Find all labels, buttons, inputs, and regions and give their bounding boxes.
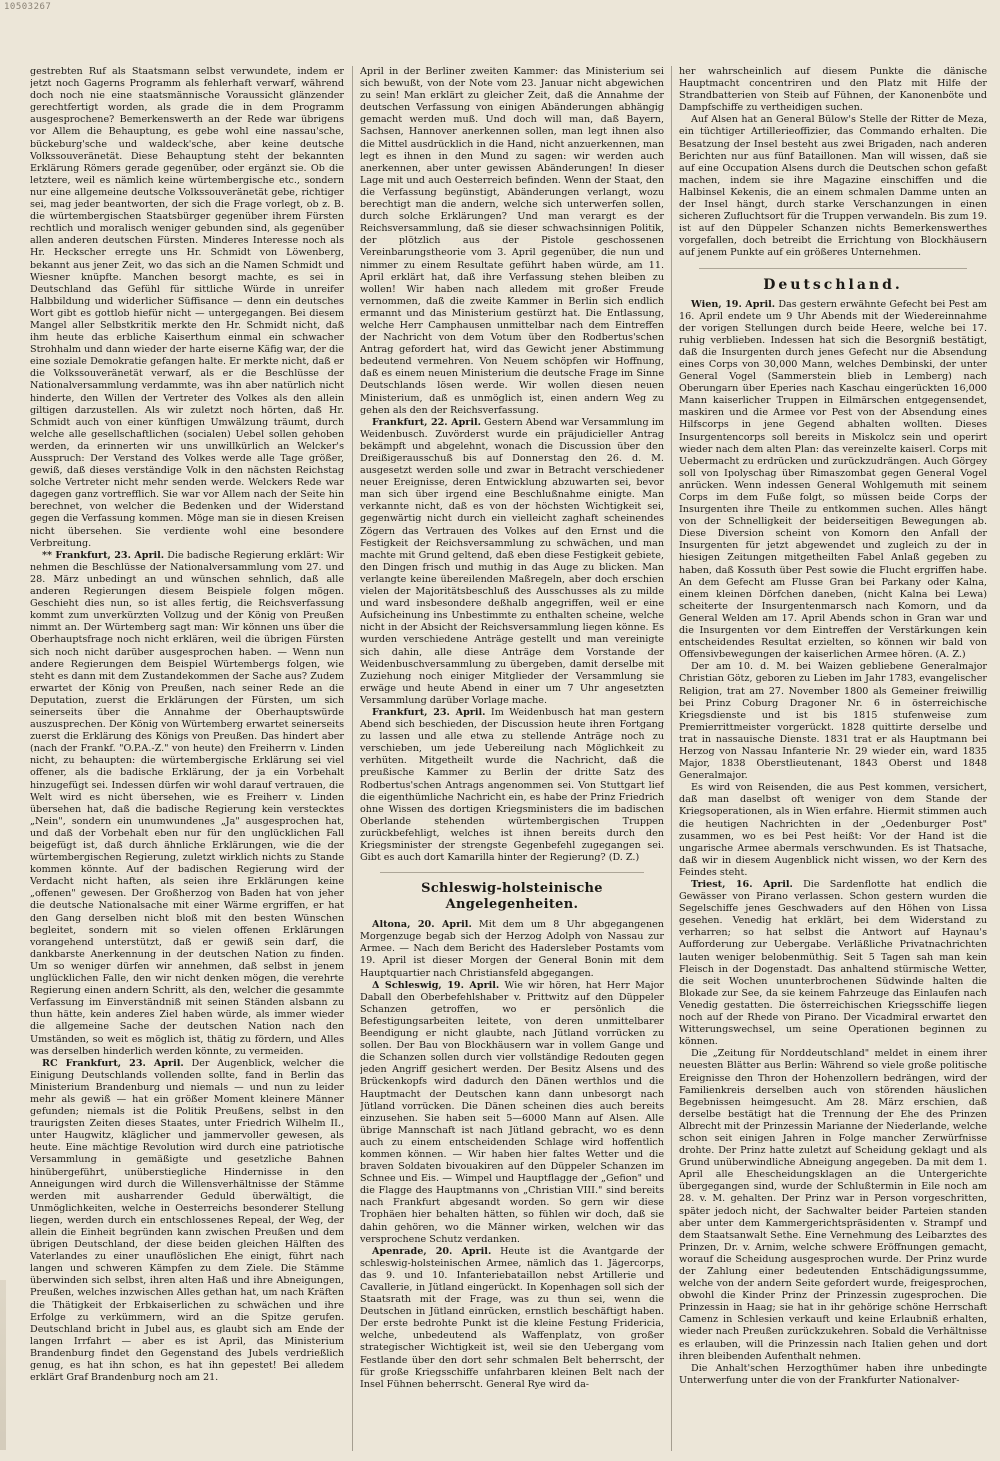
article-text: Die Sardenflotte hat endlich die Gewässer von Pirano verlassen. Schon gestern wurden die Segelschiffe jenes Geschwaders auf den Höhen von Lissa gesehen. Venedig hat erklärt, bei dem Widerstand zu verharren; so hat selbst die Antwort auf Haynau's Aufforderung zur Uebergabe. Verläßliche Privatnachrichten lauten weniger belobenmüthig. Seit 5 Tagen sah man kein Fleisch in der Dogenstadt. Das anhaltend stürmische Wetter, die seit Wochen ununterbrochenen Südwinde halten die Blokade zur See, da sie keinem Fahrzeuge das Einlaufen nach Venedig gestatten. Die österreichischen Kriegsschiffe liegen noch auf der Rhede von Pirano. Der Vicadmiral erwartet den Witterungswechsel, um seine Operationen beginnen zu können.: [679, 879, 987, 1048]
article-paragraph: Es wird von Reisenden, die aus Pest kommen, versichert, daß man daselbst oft weniger von dem Stande der Kriegsoperationen, als in Wien erfahre. Hiermit stimmen auch die heutigen Nachrichten in der „Oedenburger Post" zusammen, wo es bei Pest heißt: Vor der Hand ist die ungarische Armee abermals verschwunden. Es ist Thatsache, daß wir in diesem Augenblick nicht wissen, wo der Kern des Feindes steht.: [679, 782, 987, 878]
article-paragraph: [30, 1058, 344, 1385]
article-paragraph: Der am 10. d. M. bei Waizen gebliebene Generalmajor Christian Götz, geboren zu Lieben im Jahr 1783, evangelischer Religion, trat am 27. November 1800 als Gemeiner freiwillig bei Prinz Coburg Dragoner Nr. 6 in österreichische Kriegsdienste und ist bis 1815 stufenweise zum Premierrittmeister vorgerückt. 1828 quittirte derselbe und trat in nassauische Dienste. 1831 trat er als Hauptmann bei Herzog von Nassau Infanterie Nr. 29 wieder ein, ward 1835 Major, 1838 Oberstlieutenant, 1843 Oberst und 1848 Generalmajor.: [679, 661, 987, 782]
article-paragraph: April in der Berliner zweiten Kammer: das Ministerium sei sich bewußt, von der Note vom 23. Januar nicht abgewichen zu sein! Man erklärt zu gleicher Zeit, daß die Annahme der deutschen Verfassung von einigen Abänderungen abhängig gemacht werden muß. Und doch will man, daß Bayern, Sachsen, Hannover anerkennen sollen, man legt ihnen also die Mittel ausdrücklich in die Hand, nicht anzuerkennen, man legt es ihnen in den Mund zu sagen: wir werden auch anerkennen, aber unter gewissen Abänderungen! In dieser Lage mit und auch Oesterreich befinden. Wenn der Staat, den die Verfassung begünstigt, Abänderungen verlangt, wozu berechtigt man die andern, welche sich unterwerfen sollen, durch solche Erklärungen? Und man verargt es der Reichsversammlung, daß sie dieser schwachsinnigen Politik, der plötzlich aus der Pistole geschossenen Vereinbarungstheorie vom 3. April gegenüber, die nun und nimmer zu einem Resultate geführt haben würde, am 11. April erklärt hat, daß ihre Verfassung stehen bleiben zu wollen! Wir haben nach alledem mit großer Freude vernommen, daß die zweite Kammer in Berlin sich endlich ermannt und das Ministerium gestürzt hat. Die Entlassung, welche Herr Camphausen unmittelbar nach dem Eintreffen der Nachricht von dem Votum über den Rodbertus'schen Antrag gefordert hat, wird das Gewicht jener Abstimmung bedeutend vermehren. Von Neuem schöpfen wir Hoffnung, daß es einem neuen Ministerium die deutsche Frage im Sinne Deutschlands lösen werde. Wir wollen diesen neuen Ministerium, daß es unmöglich ist, einen andern Weg zu gehen als den der Reichsverfassung.: [360, 66, 664, 416]
section-heading: Deutschland.: [763, 276, 903, 293]
section-heading: Schleswig-holsteinische Angelegenheiten.: [421, 881, 603, 913]
dateline: ** Frankfurt, 23. April.: [42, 549, 165, 561]
shelfmark: 10503267: [4, 2, 52, 12]
section-separator: [380, 872, 644, 873]
article-text: Gestern Abend war Versammlung im Weidenbusch. Zuvörderst wurde ein präjudicieller Antrag bekämpft und abgelehnt, wonach die Discussion über den Dreißigerausschuß bis auf Donnerstag den 26. d. M. ausgesetzt werden solle und zwar in Betracht verschiedener neuer Ereignisse, deren Entwicklung abzuwarten sei, bevor man sich über irgend eine Beschlußnahme einigte. Man verkannte nicht, daß es von der höchsten Wichtigkeit sei, gegenwärtig nicht durch ein vielleicht zaghaft scheinendes Zögern das Vertrauen des Volkes auf den Ernst und die Festigkeit der Reichsversammlung zu schwächen, und man machte mit Grund geltend, daß eben diese Festigkeit gebiete, den Dingen frisch und muthig in das Auge zu blicken. Man verlangte keine übereilenden Maßregeln, aber doch erschien vielen der Majoritätsbeschluß des Ausschusses als zu milde und ward insbesondere deßhalb angegriffen, weil er eine Aufsicheinung ins Unbestimmte zu enthalten scheine, welche nicht in der Absicht der Reichsversammlung liegen könne. Es wurden verschiedene Anträge gestellt und man vereinigte sich dahin, alle diese Anträge dem Vorstande der Weidenbuschversammlung zu übergeben, damit derselbe mit Zuziehung noch einiger Mitglieder der Versammlung sie erwäge und heute Abend in einer um 7 Uhr angesetzten Versammlung darüber Vorlage mache.: [360, 416, 664, 706]
dateline: Frankfurt, 22. April.: [372, 416, 481, 428]
column-3: [679, 66, 987, 1451]
article-text: Das gestern erwähnte Gefecht bei Pest am 16. April endete um 9 Uhr Abends mit der Wiedereinnahme der vorigen Stellungen durch beide Heere, welche bei 17. ruhig verblieben. Indessen hat sich die Besorgniß bestätigt, daß die Insurgenten durch jenes Gefecht nur die Absendung eines Corps von 30,000 Mann, welches Dembinski, der unter General Vogel (Sammerstein blieb in Lemberg) nach Oberungarn über Eperies nach Kaschau eingerückten 16,000 Mann kaiserlicher Truppen in Eilmärschen entgegensendet, maskiren und die Armee vor Pest von der Absendung eines Hilfscorps in jene Gegend abhalten wollten. Dieses Insurgentencorps soll bereits in Miskolcz sein und operirt wieder nach dem alten Plan: das vereinzelte kaiserl. Corps mit Uebermacht zu erdrücken und zurückzudrängen. Auch Görgey soll von Ipolyschag über Rimaszombat gegen General Vogel anrücken. Wenn indessen General Wohlgemuth mit seinem Corps im dem Fuße folgt, so müssen beide Corps der Insurgenten ihre Theile zu entkommen suchen. Alles hängt von der Schnelligkeit der beiderseitigen Bewegungen ab. Diese Diversion scheint von Komorn den Anfall der Insurgenten für jetzt abgewendet und zugleich zu der in hiesigen Zeitungen mitgetheilten Fabel Anlaß gegeben zu haben, daß Kossuth über Pest sowie die Flucht ergriffen habe. An dem Gefecht am Flusse Gran bei Parkany oder Kalna, einem kleinen Dörfchen daneben, (nicht Kalna bei Lewa) scheiterte der Insurgentenmarsch nach Komorn, und da General Welden am 17. April Abends schon in Gran war und die Insurgenten vor dem Eintreffen der Verstärkungen kein entscheidendes Resultat erzielten, so können wir bald von Offensivbewegungen der kaiserlichen Armee hören. (A. Z.): [679, 298, 987, 661]
article-paragraph: [360, 417, 664, 707]
column-rule-2: [671, 66, 672, 1451]
dateline: Triest, 16. April.: [691, 879, 793, 890]
article-paragraph: [360, 707, 664, 864]
column-rule-1: [352, 66, 353, 1451]
dateline: Frankfurt, 23. April.: [372, 706, 486, 718]
dateline: Δ Schleswig, 19. April.: [372, 979, 500, 991]
section-separator: [699, 268, 967, 269]
article-paragraph: [360, 1246, 664, 1391]
page-edge-shadow: [0, 1280, 6, 1450]
dateline: Altona, 20. April.: [372, 919, 472, 931]
dateline: Apenrade, 20. April.: [372, 1245, 492, 1257]
dateline: Wien, 19. April.: [691, 298, 776, 310]
article-paragraph: Die Anhalt'schen Herzogthümer haben ihre unbedingte Unterwerfung unter die von der Frankfurter Nationalver-: [679, 1362, 987, 1386]
dateline: RC Frankfurt, 23. April.: [42, 1057, 184, 1069]
article-text: Heute ist die Avantgarde der schleswig-holsteinischen Armee, nämlich das 1. Jägercorps, das 9. und 10. Infanteriebataillon nebst Artillerie und Cavallerie, in Jütland eingerückt. In Kopenhagen soll sich der Staatsrath mit der Frage, was zu thun sei, wenn die Deutschen in Jütland einrücken, ernstlich beschäftigt haben. Der erste bedrohte Punkt ist die kleine Festung Fridericia, welche, unbedeutend als Waffenplatz, von großer strategischer Wichtigkeit ist, weil sie den Uebergang vom Festlande über den dort sehr schmalen Belt beherrscht, der für große Kriegsschiffe unfahrbaren kleinen Belt nach der Insel Fühnen beherrscht. General Rye wird da-: [360, 1245, 664, 1390]
article-paragraph: [30, 550, 344, 1058]
article-paragraph: gestrebten Ruf als Staatsmann selbst verwundete, indem er jetzt noch Gagerns Programm als fehlerhaft verwarf, während doch noch nie eine staatsmännische Voraussicht glänzender gerechtfertigt worden, als grade die in dem Programm ausgesprochene? Bemerkenswerth an der Rede war übrigens vor Allem die Behauptung, es gebe wohl eine nassau'sche, bückeburg'sche und waldeck'sche, aber keine deutsche Volkssouveränetät. Diese Behauptung steht der bekannten Erklärung Römers gerade gegenüber, oder ergänzt sie. Ob die letztere, weil es nämlich keine würtembergische etc., sondern nur eine allgemeine deutsche Volkssouveränetät gebe, richtiger sei, mag jeder beantworten, der sich die Frage vorlegt, ob z. B. die würtembergischen Staatsbürger gegenüber ihrem Fürsten rechtlich und moralisch weniger gebunden sind, als gegenüber allen anderen deutschen Fürsten. Minderes Interesse noch als Hr. Heckscher erregte uns Hr. Schmidt von Löwenberg, bekannt aus jener Zeit, wo das sich an die Namen Schmidt und Wiesner knüpfte. Manchen besorgt machte, es sei in Deutschland das Gefühl für sittliche Würde in unreifer Halbbildung und widerlicher Süffisance — denn ein deutsches Wort gibt es gottlob hiefür nicht — untergegangen. Bei diesem Mangel aller Selbstkritik merkte den Hr. Schmidt nicht, daß ihm heute das erbliche Kaiserthum einmal ein schwacher Strohhalm und dann wieder der harte eiserne Käfig war, der die eine soziale Demokratie gefangen halte. Er merkte nicht, daß er die Volkssouveränetät verwarf, als er die Beschlüsse der Nationalversammlung verdammte, was ihn aber natürlich nicht hinderte, den Willen der Vertreter des Volkes als den allein giltigen darzustellen. Als wir zuletzt noch hörten, daß Hr. Schmidt auch von einer künftigen Umwälzung träumt, durch welche alle gesellschaftlichen (socialen) Uebel sollen gehoben werden, da erinnerten wir uns unwillkürlich an Welcker's Ausspruch: Der Verstand des Volkes werde alle Tage größer, gewiß, daß dieses verständige Volk in den nächsten Reichstag solche Vertreter nicht mehr senden werde. Welckers Rede war dagegen ganz vortrefflich. Sie war vor Allem nach der Seite hin berechnet, von welcher die Bedenken und der Widerstand gegen die Verfassung kommen. Möge man sie in diesen Kreisen nicht übersehen. Sie verdiente wohl eine besondere Verbreitung.: [30, 66, 344, 549]
article-text: Der Augenblick, welcher die Einigung Deutschlands vollenden sollte, fand in Berlin das Ministerium Brandenburg und niemals — und nun zu leider mehr als gewiß — hat ein größer Moment kleinere Männer gefunden; niemals ist die Politik Preußens, selbst in den traurigsten Zeiten dieses Staates, unter Friedrich Wilhelm II., unter Haugwitz, kläglicher und jammervoller gewesen, als heute. Eine mächtige Revolution wird durch eine patriotische Versammlung in gemäßigte und gesetzliche Bahnen hinübergeführt, unüberstiegliche Hindernisse in den Anneigungen wird durch die Willensverhältnisse der Stämme werden mit ausharrender Geduld überwältigt, die Unmöglichkeiten, welche in Oesterreichs besonderer Stellung liegen, werden durch ein entschlossenes Repeal, der Weg, der allein die Einheit begründen kann zwischen Preußen und dem übrigen Deutschland, der diese beiden gleichen Hälften des Vaterlandes zu einer unauflöslichen Ehe einigt, führt nach langen und schweren Kämpfen zu dem Ziele. Die Stämme überwinden sich selbst, ihren alten Haß und ihre Abneigungen, Preußen, welches inzwischen Alles gethan hat, um nach Kräften die Thätigkeit der Erbkaiserlichen zu schwächen und ihre Erfolge zu verkümmern, wird an die Spitze gerufen. Deutschland bricht in Jubel aus, es glaubt sich am Ende der langen Irrfahrt — aber es ist April, das Ministerium Brandenburg findet den Gegenstand des Jubels verdrießlich genug, es hat ihn schon, es hat ihn gepestet! Bei alledem erklärt Graf Brandenburg noch am 21.: [30, 1057, 344, 1384]
article-paragraph: [679, 299, 987, 662]
article-text: Die badische Regierung erklärt: Wir nehmen die Beschlüsse der Nationalversammlung vom 27. und 28. März unbedingt an und wünschen sehnlich, daß alle anderen Regierungen diesem Beispiele folgen mögen. Geschieht dies nun, so ist alles fertig, die Reichsverfassung kommt zum unverkürzten Vollzug und der König von Preußen nimmt an. Der Würtemberg sagt man: Wir können uns über die Oberhauptsfrage noch nicht erklären, weil die übrigen Fürsten sich noch nicht darüber ausgesprochen haben. — Wenn nun andere Regierungen dem Beispiel Würtembergs folgen, wie steht es dann mit dem Zustandekommen der Sache aus? Zudem erwartet der König von Preußen, nach seiner Rede an die Deputation, zuerst die Erklärungen der Fürsten, um sich seinerseits über die Annahme der Oberhauptswürde auszusprechen. Der König von Würtemberg erwartet seinerseits zuerst die Erklärung des Königs von Preußen. Das hindert aber (nach der Frankf. "O.P.A.-Z." von heute) den Freiherrn v. Linden nicht, zu behaupten: die würtembergische Erklärung sei viel offener, als die badische Erklärung, der ja ein Vorbehalt hinzugefügt sei. Indessen dürfen wir wohl darauf vertrauen, die Welt wird es nicht übersehen, wie es Freiherr v. Linden übersehen hat, daß die badische Regierung kein verstecktes „Nein", sondern ein unumwundenes „Ja" ausgesprochen hat, und daß der Vorbehalt eben nur für den unglücklichen Fall beigefügt ist, daß durch ähnliche Erklärungen, wie die der würtembergischen Regierung, zuletzt wirklich nichts zu Stande kommen könnte. Auf der badischen Regierung wird der Verdacht nicht haften, als seien ihre Erklärungen keine „offenen" gewesen. Der Großherzog von Baden hat von jeher die deutsche Nationalsache mit einer Wärme ergriffen, er hat den Gang derselben nicht bloß mit den besten Wünschen begleitet, sondern mit so vielen offenen Erklärungen vorangehend unterstützt, daß er gewiß sein darf, die dankbarste Anerkennung in der deutschen Nation zu finden. Um so weniger dürfen wir annehmen, daß selbst in jenem unglücklichen Falle, den wir nicht denken mögen, die verehrte Regierung einen andern Schritt, als den, welcher die gesammte Verfassung im Einverständniß mit seinen Ständen alsbann zu thun hätte, kein anderes Ziel haben würde, als immer wieder die allgemeine Sache der deutschen Nation nach den Umständen, so weit es möglich ist, thätig zu fördern, und Alles was derselben hinderlich werden könnte, zu vermeiden.: [30, 549, 344, 1057]
column-1: [30, 66, 344, 1451]
article-paragraph: Auf Alsen hat an General Bülow's Stelle der Ritter de Meza, ein tüchtiger Artillerieoffizier, das Commando erhalten. Die Besatzung der Insel besteht aus zwei Brigaden, nach anderen Berichten nur aus fünf Bataillonen. Man will wissen, daß sie auf eine Occupation Alsens durch die Deutschen schon gefaßt machen, indem sie ihre Magazine einschiffen und die Halbinsel Kekenis, die an einem schmalen Damme unten an der Insel hängt, durch starke Verschanzungen in einen sicheren Zufluchtsort für die Truppen verwandeln. Bis zum 19. ist auf den Düppeler Schanzen nichts Bemerkenswerthes vorgefallen, doch betreibt die Errichtung von Blockhäusern auf jenem Punkte auf ein größeres Unternehmen.: [679, 114, 987, 259]
article-text: Im Weidenbusch hat man gestern Abend sich beschieden, der Discussion heute ihren Fortgang zu lassen und alle etwa zu stellende Anträge noch zu verschieben, um jede Uebereilung nach Möglichkeit zu verhüten. Mitgetheilt wurde die Nachricht, daß die preußische Kammer zu Berlin der dritte Satz des Rodbertus'schen Antrags angenommen sei. Von Stuttgart lief die eigenthümliche Nachricht ein, es habe der Prinz Friedrich ohne Wissen des dortigen Kriegsministers die im badischen Oberlande stehenden würtembergischen Truppen zurückbefehligt, welches ist ihnen bereits durch den Kriegsminister der strengste Gegenbefehl zugegangen sei. Gibt es auch dort Kamarilla hinter der Regierung? (D. Z.): [360, 706, 664, 864]
column-2: [360, 66, 664, 1451]
article-paragraph: [360, 919, 664, 979]
article-paragraph: her wahrscheinlich auf diesem Punkte die dänische Hauptmacht concentriren und den Platz mit Hilfe der Strandbatterien von Steib auf Fühnen, der Kanonenböte und Dampfschiffe zu vertheidigen suchen.: [679, 66, 987, 114]
article-paragraph: [360, 980, 664, 1246]
article-text: Mit dem um 8 Uhr abgegangenen Morgenzuge begab sich der Herzog Adolph von Nassau zur Armee. — Nach dem Bericht des Hadersleber Postamts vom 19. April ist dieser Morgen der General Bonin mit dem Hauptquartier nach Christiansfeld abgegangen.: [360, 919, 664, 979]
article-paragraph: Die „Zeitung für Norddeutschland" meldet in einem ihrer neuesten Blätter aus Berlin: Während so viele große politische Ereignisse den Thron der Hohenzollern bedrängen, wird der Familienkreis derselben auch von störenden häuslichen Begebnissen heimgesucht. Am 28. März erschien, daß derselbe bestätigt hat die Trennung der Ehe des Prinzen Albrecht mit der Prinzessin Marianne der Niederlande, welche schon seit einigen Jahren in Folge mancher Zerwürfnisse drohte. Der Prinz hatte zuletzt auf Scheidung geklagt und als Grund unüberwindliche Abneigung angegeben. Da mit dem 1. April alle Ehescheidungsklagen an die Untergerichte übergegangen sind, wurde der Schlußtermin in Eile noch am 28. v. M. gehalten. Der Prinz war in Person vorgeschritten, später jedoch nicht, der Sachwalter beider Parteien standen aber unter dem Kammergerichtspräsidenten v. Strampf und dem Staatsanwalt Sethe. Eine Vernehmung des Leibarztes des Prinzen, Dr. v. Arnim, welche schwere Eröffnungen gemacht, worauf die Scheidung ausgesprochen wurde. Der Prinz wurde der Zahlung einer bedeutenden Entschädigungssumme, welche von der andern Seite gefordert wurde, freigesprochen, obwohl die Kinder Prinz der Prinzessin zugesprochen. Die Prinzessin in Haag; sie hat in ihr gehörige schöne Herrschaft Camenz in Schlesien verkauft und keine Erlaubniß erhalten, wieder nach Preußen zurückzukehren. Sobald die Verhältnisse es erlauben, will die Prinzessin nach Italien gehen und dort ihren bleibenden Aufenthalt nehmen.: [679, 1048, 987, 1362]
article-text: Wie wir hören, hat Herr Major Daball den Oberbefehlshaber v. Prittwitz auf den Düppeler Schanzen getroffen, wo er persönlich die Befestigungsarbeiten leitete, von deren unmittelbarer Beendigung er nicht glaubte, nach Jütland vorrücken zu sollen. Der Bau von Blockhäusern war in vollem Gange und die Schanzen sollen durch vier vollständige Redouten gegen jeden Angriff gesichert werden. Der Besitz Alsens und des Brückenkopfs wird dadurch den Dänen werthlos und die Hauptmacht der Deutschen kann dann unbesorgt nach Jütland vorrücken. Die Dänen scheinen dies auch bereits einzusehen. Sie haben seit 5—6000 Mann auf Alsen. Alle übrige Mannschaft ist nach Jütland gebracht, wo es denn auch zu einem entscheidenden Schlage wird hoffentlich kommen können. — Wir haben hier faltes Wetter und die braven Soldaten bivouakiren auf den Düppeler Schanzen im Schnee und Eis. — Wimpel und Hauptflagge der „Gefion" und die Flagge des Hauptmanns von „Christian VIII." sind bereits nach Frankfurt abgesandt worden. So gern wir diese Trophäen hier behalten hätten, so fühlen wir doch, daß sie dahin gehören, wo die Männer wirken, welchen wir das versprochene Schutz verdanken.: [360, 979, 664, 1245]
article-paragraph: [679, 879, 987, 1048]
